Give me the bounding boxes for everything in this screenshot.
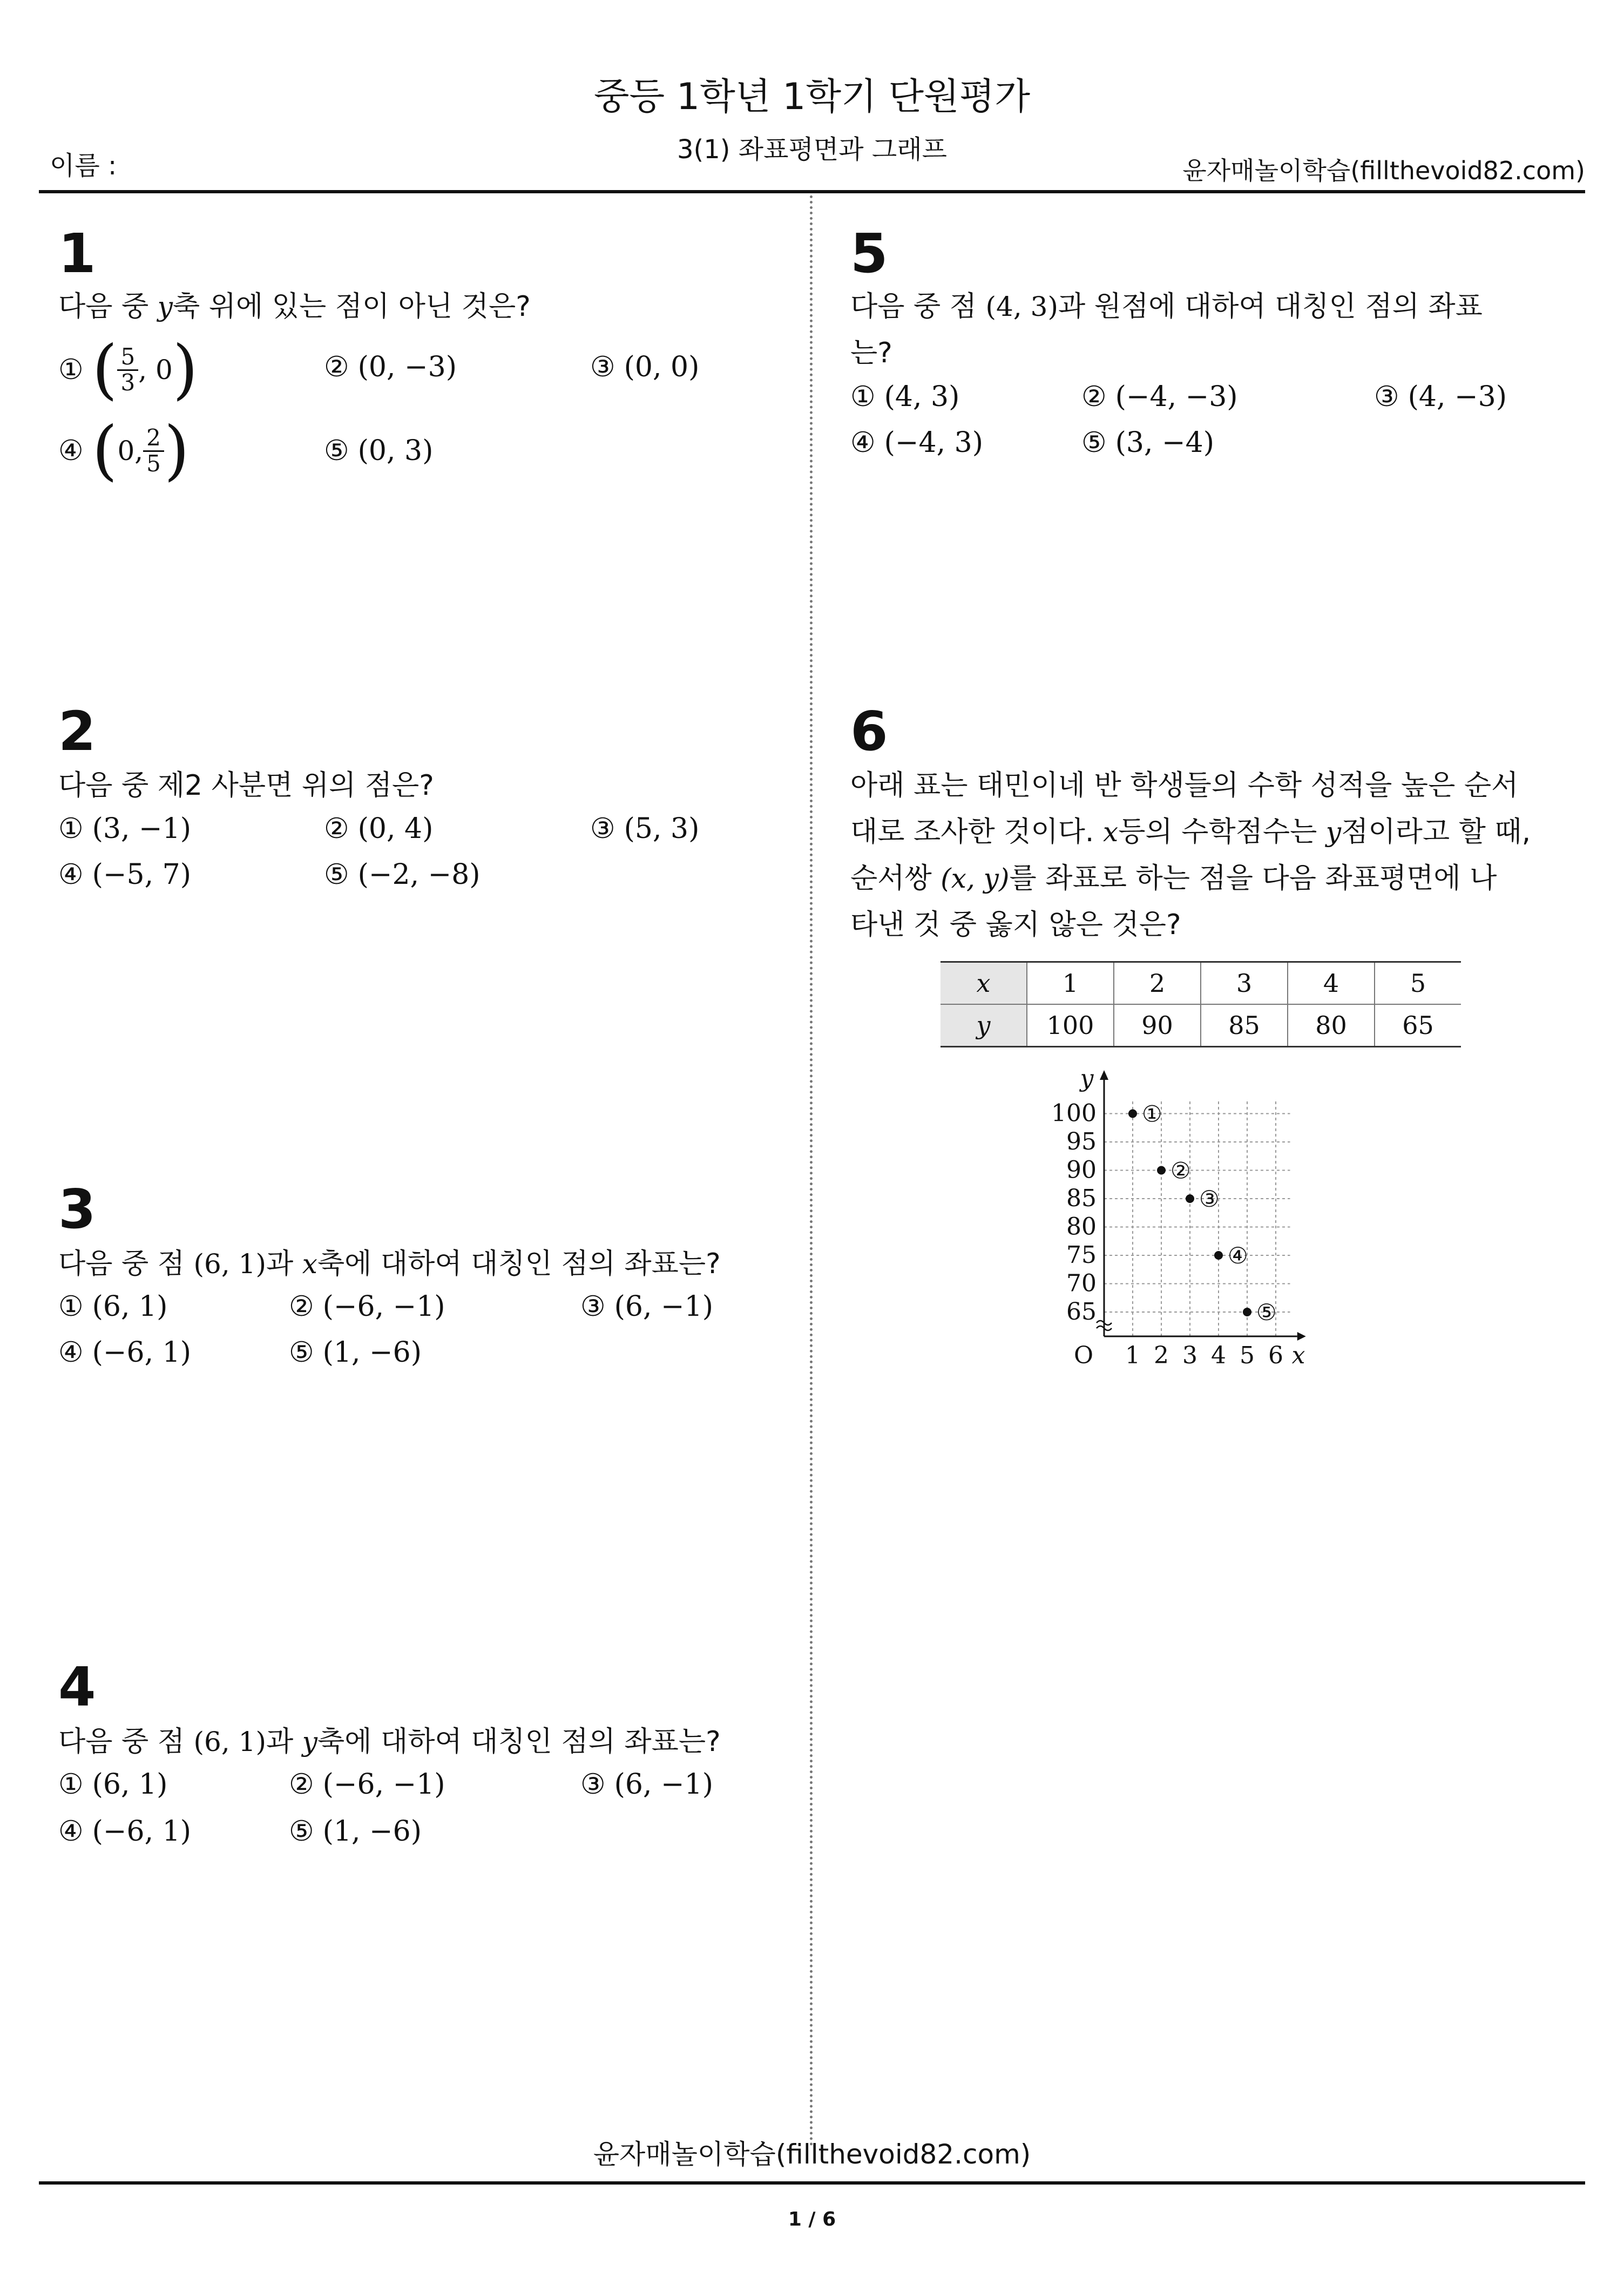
x-tick-label: 5	[1240, 1342, 1255, 1369]
choice-1[interactable]: ① (6, 1)	[58, 1768, 168, 1801]
footer-divider	[39, 2181, 1585, 2185]
question-number: 4	[58, 1655, 96, 1719]
choice-4[interactable]: ④ (−6, 1)	[58, 1336, 191, 1369]
header-divider	[39, 190, 1585, 193]
choice-3[interactable]: ③ (0, 0)	[590, 351, 700, 383]
y-tick-label: 100	[1051, 1099, 1097, 1127]
question-5-text: 다음 중 점 (4, 3)과 원점에 대하여 대칭인 점의 좌표 는?	[850, 290, 1483, 369]
choice-1[interactable]: ① (4, 3)	[850, 381, 960, 413]
choice-4[interactable]: ④ ( 0, $\frac{2}{5}$ )	[58, 413, 190, 488]
question-3-text: 다음 중 점 (6, 1)과 x축에 대하여 대칭인 점의 좌표는?	[58, 1248, 721, 1280]
choice-1[interactable]: ① (3, −1)	[58, 813, 191, 845]
y-axis-arrow	[1100, 1070, 1108, 1080]
choice-4[interactable]: ④ (−6, 1)	[58, 1815, 191, 1848]
page-title: 중등 1학년 1학기 단원평가	[593, 76, 1031, 118]
page-number: 1 / 6	[788, 2208, 836, 2230]
y-tick-label: 65	[1066, 1298, 1097, 1326]
question-number: 5	[850, 222, 888, 285]
choice-2[interactable]: ② (−6, −1)	[289, 1290, 445, 1323]
name-label: 이름 :	[50, 151, 117, 181]
x-tick-label: 1	[1125, 1342, 1140, 1369]
data-point-label: ①	[1142, 1100, 1162, 1127]
question-number: 1	[58, 222, 96, 285]
x-tick-label: 4	[1211, 1342, 1226, 1369]
choice-4[interactable]: ④ (−5, 7)	[58, 858, 191, 891]
data-point	[1243, 1308, 1251, 1316]
y-tick-label: 70	[1066, 1269, 1097, 1297]
question-2-text: 다음 중 제2 사분면 위의 점은?	[58, 769, 434, 802]
choice-3[interactable]: ③ (6, −1)	[580, 1768, 713, 1801]
choice-3[interactable]: ③ (6, −1)	[580, 1290, 713, 1323]
choice-4[interactable]: ④ (−4, 3)	[850, 427, 983, 459]
choice-5[interactable]: ⑤ (3, −4)	[1081, 427, 1214, 459]
table-row-label: y	[940, 1004, 1027, 1047]
y-tick-label: 90	[1066, 1156, 1097, 1184]
choice-5[interactable]: ⑤ (0, 3)	[324, 435, 434, 467]
fraction: $\frac{2}{5}$	[143, 426, 164, 475]
x-tick-label: 2	[1154, 1342, 1169, 1369]
choice-3[interactable]: ③ (4, −3)	[1374, 381, 1507, 413]
choice-2[interactable]: ② (−4, −3)	[1081, 381, 1238, 413]
score-table: x 1 2 3 4 5 y 100 90 85 80 65	[940, 961, 1461, 1047]
question-1-text: 다음 중 y축 위에 있는 점이 아닌 것은?	[58, 290, 531, 323]
choice-5[interactable]: ⑤ (1, −6)	[289, 1815, 422, 1848]
x-tick-label: 6	[1268, 1342, 1283, 1369]
y-axis-label: y	[1080, 1065, 1094, 1092]
site-label: 윤자매놀이학습(fillthevoid82.com)	[1182, 156, 1585, 185]
data-point	[1157, 1166, 1166, 1175]
question-6-text: 아래 표는 태민이네 반 학생들의 수학 성적을 높은 순서 대로 조사한 것이다. x등의 수학점수는 y점이라고 할 때, 순서쌍 (x, y)를 좌표로 하는 점을 다음 좌표평면에 나 타낸 것 중 옳지 않은 것은?	[850, 769, 1531, 941]
table-row-label: x	[940, 962, 1027, 1005]
question-4-text: 다음 중 점 (6, 1)과 y축에 대하여 대칭인 점의 좌표는?	[58, 1726, 721, 1758]
choice-2[interactable]: ② (−6, −1)	[289, 1768, 445, 1801]
choice-5[interactable]: ⑤ (1, −6)	[289, 1336, 422, 1369]
x-axis-arrow	[1297, 1332, 1306, 1341]
origin-label: O	[1073, 1342, 1094, 1369]
coordinate-plane-chart	[1047, 1064, 1339, 1371]
choice-2[interactable]: ② (0, −3)	[324, 351, 457, 383]
y-tick-label: 95	[1066, 1128, 1097, 1155]
footer-site: 윤자매놀이학습(fillthevoid82.com)	[593, 2139, 1031, 2170]
question-number: 6	[850, 700, 888, 763]
question-1	[58, 222, 96, 285]
y-tick-label: 80	[1066, 1213, 1097, 1241]
question-number: 3	[58, 1178, 96, 1241]
choice-3[interactable]: ③ (5, 3)	[590, 813, 700, 845]
y-tick-label: 85	[1066, 1185, 1097, 1212]
column-divider	[810, 195, 813, 2147]
data-point-label: ④	[1228, 1242, 1248, 1269]
x-tick-label: 3	[1182, 1342, 1197, 1369]
unit-subtitle: 3(1) 좌표평면과 그래프	[677, 134, 947, 165]
fraction: $\frac{5}{3}$	[117, 345, 138, 394]
choice-5[interactable]: ⑤ (−2, −8)	[324, 858, 481, 891]
data-point	[1186, 1194, 1194, 1203]
choice-1[interactable]: ① ( $\frac{5}{3}$ , 0 )	[58, 332, 198, 407]
data-point-label: ③	[1199, 1186, 1220, 1212]
choice-1[interactable]: ① (6, 1)	[58, 1290, 168, 1323]
data-point	[1128, 1110, 1137, 1118]
x-axis-label: x	[1291, 1342, 1305, 1369]
y-tick-label: 75	[1066, 1241, 1097, 1269]
question-number: 2	[58, 700, 96, 763]
data-point-label: ⑤	[1256, 1299, 1277, 1326]
data-point-label: ②	[1170, 1157, 1191, 1184]
choice-2[interactable]: ② (0, 4)	[324, 813, 434, 845]
data-point	[1214, 1251, 1223, 1260]
